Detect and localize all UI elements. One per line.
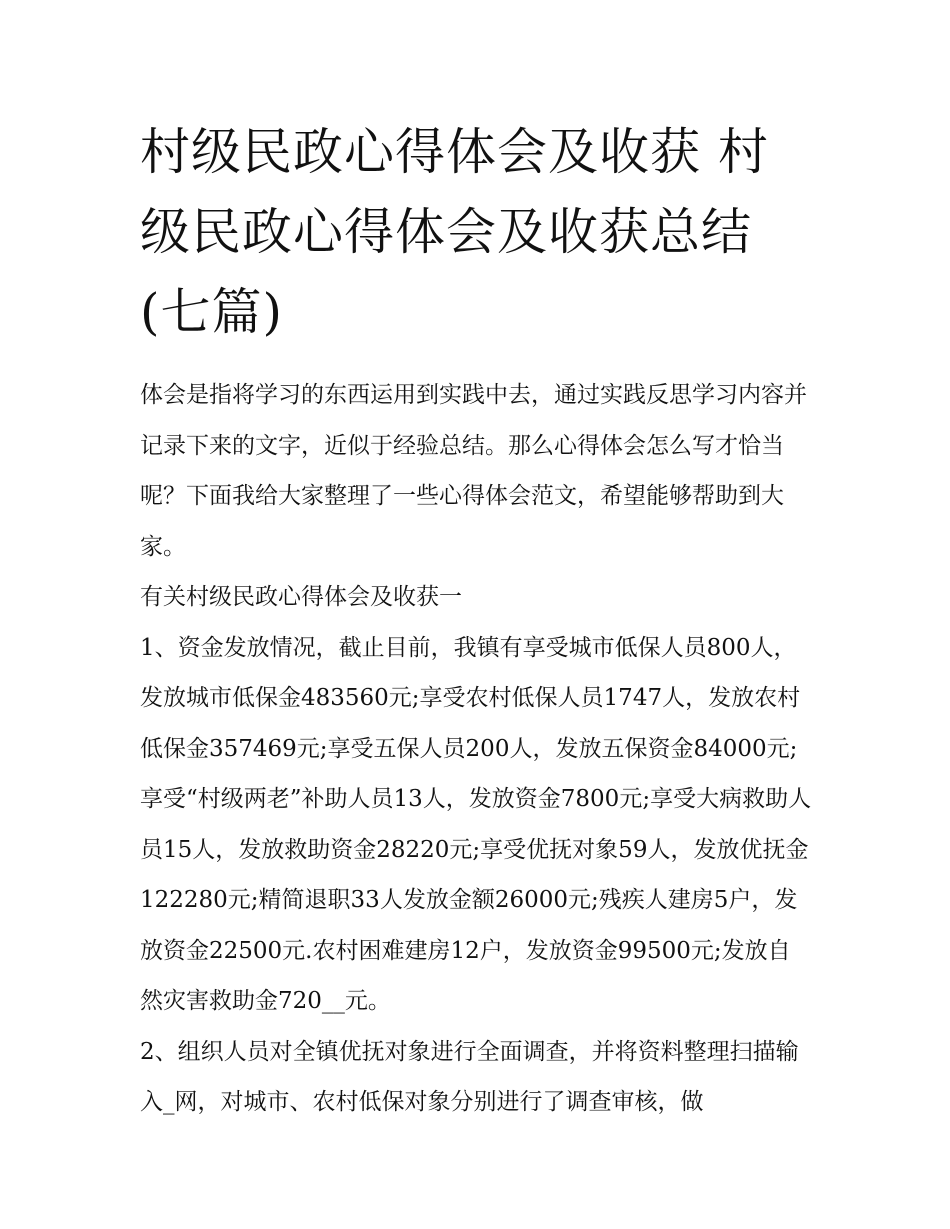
section-heading: 有关村级民政心得体会及收获一 bbox=[140, 584, 462, 610]
survey-paragraph: 2、组织人员对全镇优抚对象进行全面调查，并将资料整理扫描输入_网，对城市、农村低保对象分别进行了调查审核，做 bbox=[140, 1038, 799, 1115]
funding-paragraph: 1、资金发放情况，截止目前，我镇有享受城市低保人员800人，发放城市低保金483560元;享受农村低保人员1747人，发放农村低保金357469元;享受五保人员200人，发放五保资金84000元;享受“村级两老”补助人员13人，发放资金7800元;享受大病救助人员15人，发放救助资金28220元;享受优抚对象59人，发放优抚金122280元;精简退职33人发放金额26000元;残疾人建房5户，发放资金22500元.农村困难建房12户，发放资金99500元;发放自然灾害救助金720__元。 bbox=[140, 634, 812, 1014]
intro-paragraph: 体会是指将学习的东西运用到实践中去，通过实践反思学习内容并记录下来的文字，近似于经验总结。那么心得体会怎么写才恰当呢？下面我给大家整理了一些心得体会范文，希望能够帮助到大家。 bbox=[140, 382, 807, 560]
document-page bbox=[140, 112, 812, 1128]
document-title: 村级民政心得体会及收获 村级民政心得体会及收获总结(七篇) bbox=[140, 123, 769, 341]
